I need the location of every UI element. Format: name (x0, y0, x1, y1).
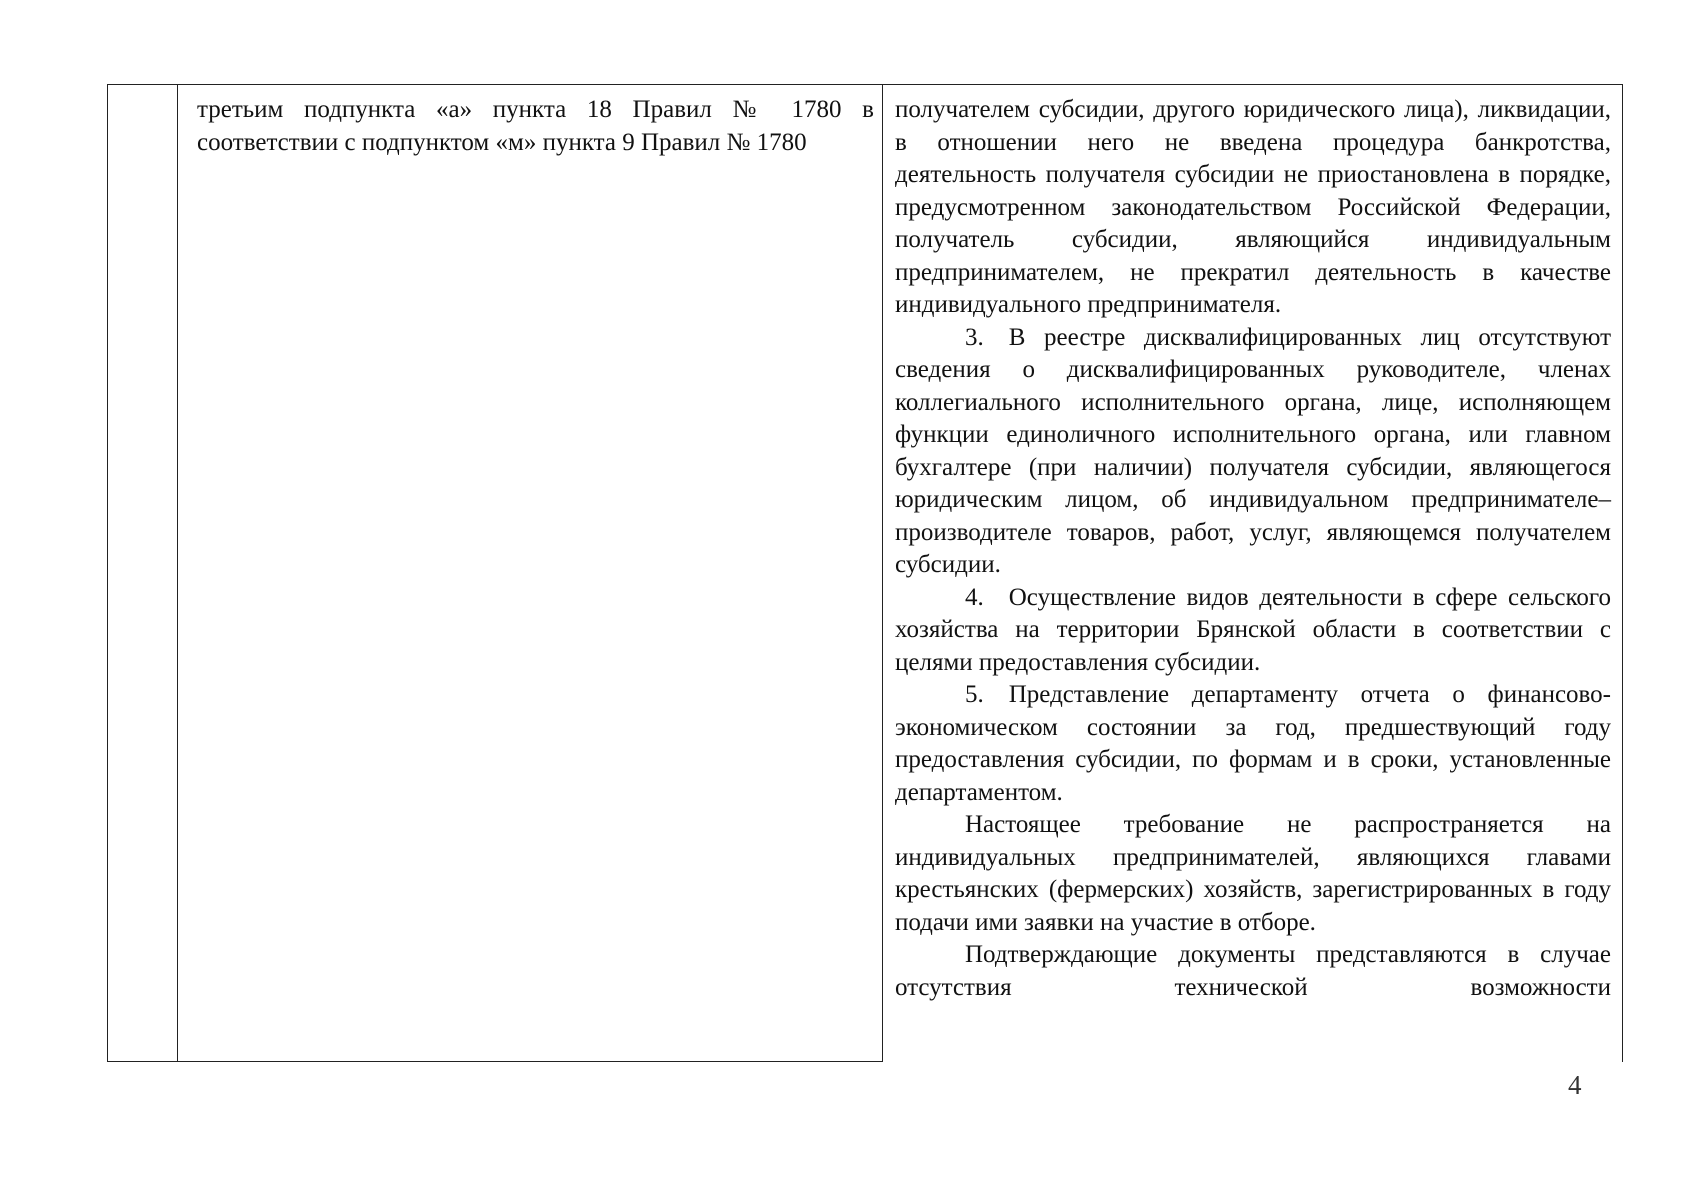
reference-cell (178, 85, 883, 1062)
reference-text: третьим подпункта «а» пункта 18 Правил № 1780 в соответствии с подпунктом «м» пункта 9 Правил № 1780 (197, 96, 874, 156)
number-cell (108, 85, 178, 1062)
requirement-paragraph-continuation: получателем субсидии, другого юридического лица), ликвидации, в отношении него не введена процедура банкротства, деятельность получателя субсидии не приостановлена в порядке, предусмотренном законодательством Российской Федерации, получатель субсидии, являющийся индивидуальным предпринимателем, не прекратил деятельность в качестве индивидуального предпринимателя. (895, 96, 1611, 318)
requirement-paragraph-3: 3. В реестре дисквалифицированных лиц отсутствуют сведения о дисквалифицированных руководителе, членах коллегиального исполнительного органа, лице, исполняющем функции единоличного исполнительного органа, или главном бухгалтере (при наличии) получателя субсидии, являющегося юридическим лицом, об индивидуальном предпринимателе–производителе товаров, работ, услуг, являющемся получателем субсидии. (895, 323, 1611, 578)
requirement-documents-paragraph: Подтверждающие документы представляются в случае отсутствия технической возможности (895, 941, 1611, 1001)
page-number: 4 (1568, 1070, 1582, 1100)
requirement-paragraph-4: 4. Осуществление видов деятельности в сфере сельского хозяйства на территории Брянской области в соответствии с целями предоставления субсидии. (895, 583, 1611, 676)
requirements-table (107, 84, 1623, 1062)
table-row (108, 85, 1623, 1062)
requirement-note: Настоящее требование не распространяется на индивидуальных предпринимателей, являющихся главами крестьянских (фермерских) хозяйств, зарегистрированных в году подачи ими заявки на участие в отборе. (895, 811, 1611, 936)
requirement-paragraph-5: 5. Представление департаменту отчета о финансово-экономическом состоянии за год, предшествующий году предоставления субсидии, по формам и в сроки, установленные департаментом. (895, 681, 1611, 806)
requirement-text (883, 85, 1622, 1054)
requirement-cell (883, 85, 1623, 1062)
